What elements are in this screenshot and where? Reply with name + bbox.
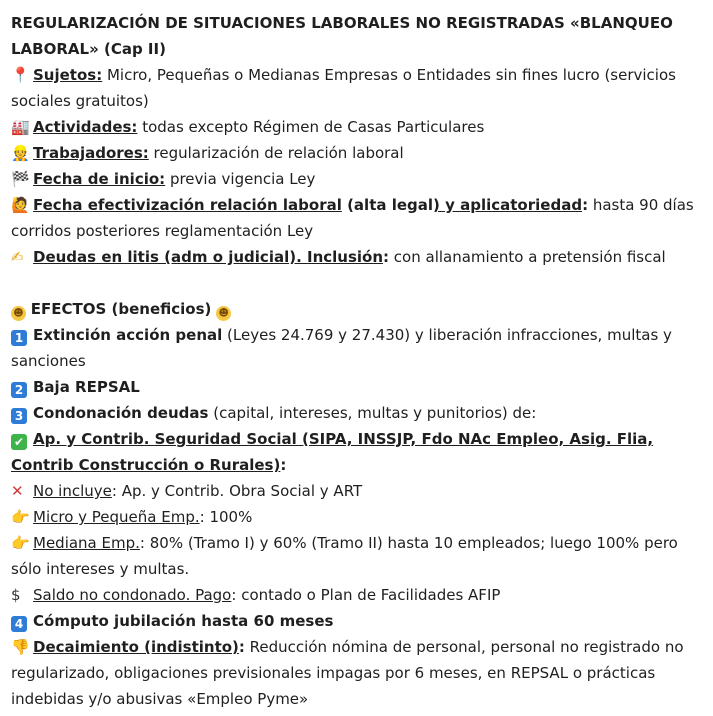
no-incluye-text: : Ap. y Contrib. Obra Social y ART: [111, 482, 363, 500]
worker-icon: 👷: [11, 144, 30, 162]
efectivizacion-label2: ) y aplicatoriedad: [433, 196, 583, 214]
no-incluye-line: [11, 478, 705, 504]
keycap-four-icon: 4: [11, 616, 27, 632]
no-incluye-label: No incluye: [33, 482, 112, 500]
mediana-text: : 80% (Tramo I) y 60% (Tramo II) hasta 10 empleados; luego 100% pero sólo intereses y multas.: [11, 534, 678, 578]
fecha-inicio-label: Fecha de inicio:: [33, 170, 166, 188]
efectivizacion-label: Fecha efectivización relación laboral: [33, 196, 342, 214]
decaimiento-text: Reducción nómina de personal, personal no registrado no regularizado, obligaciones previsionales impagas por 6 meses, en REPSAL o prácticas indebidas y/o abusivas «Empleo Pyme»: [11, 638, 684, 708]
efecto-3-text: (capital, intereses, multas y punitorios) de:: [208, 404, 537, 422]
efecto-2-line: [11, 374, 705, 400]
efecto-2-label: Baja REPSAL: [33, 378, 140, 396]
decaimiento-colon: :: [238, 638, 245, 656]
actividades-label: Actividades:: [33, 118, 138, 136]
efectos-heading: EFECTOS (beneficios): [30, 300, 212, 318]
micro-label: Micro y Pequeña Emp.: [33, 508, 200, 526]
pointing-hand-icon: 👉: [11, 534, 30, 552]
decaimiento-line: [11, 634, 705, 712]
efectivizacion-mid: (alta legal: [341, 196, 434, 214]
raising-hand-icon: 🙋: [11, 196, 30, 214]
trabajadores-label: Trabajadores:: [33, 144, 149, 162]
trabajadores-text: regularización de relación laboral: [148, 144, 404, 162]
actividades-text: todas excepto Régimen de Casas Particulares: [137, 118, 485, 136]
efecto-1-line: [11, 322, 705, 374]
deudas-label: Deudas en litis (adm o judicial). Inclusión: [33, 248, 384, 266]
saldo-line: [11, 582, 705, 608]
deudas-line: [11, 244, 705, 270]
efectivizacion-text: hasta 90 días corridos posteriores reglamentación Ley: [11, 196, 694, 240]
keycap-three-icon: 3: [11, 408, 27, 424]
sujetos-label: Sujetos:: [33, 66, 103, 84]
saldo-label: Saldo no condonado. Pago: [33, 586, 232, 604]
smiley-icon: ☻: [216, 306, 231, 321]
efecto-3-label: Condonación deudas: [33, 404, 209, 422]
deudas-colon: :: [383, 248, 390, 266]
saldo-text: : contado o Plan de Facilidades AFIP: [231, 586, 501, 604]
pushpin-icon: 📍: [11, 66, 30, 84]
trabajadores-line: [11, 140, 705, 166]
micro-text: : 100%: [199, 508, 253, 526]
deudas-text: con allanamiento a pretensión fiscal: [389, 248, 666, 266]
decaimiento-label: Decaimiento (indistinto): [33, 638, 239, 656]
factory-icon: 🏭: [11, 118, 30, 136]
check-mark-icon: ✔: [11, 434, 27, 450]
spacer: [11, 270, 705, 296]
efectivizacion-colon: :: [582, 196, 589, 214]
document-title: REGULARIZACIÓN DE SITUACIONES LABORALES NO REGISTRADAS «BLANQUEO LABORAL» (Cap II): [11, 14, 673, 58]
keycap-one-icon: 1: [11, 330, 27, 346]
efectivizacion-line: [11, 192, 705, 244]
efecto-4-label: Cómputo jubilación hasta 60 meses: [33, 612, 334, 630]
ap-contrib-label: Ap. y Contrib. Seguridad Social (SIPA, INSSJP, Fdo NAc Empleo, Asig. Flia, Contrib Construcción o Rurales): [11, 430, 654, 474]
efecto-3-line: [11, 400, 705, 426]
keycap-two-icon: 2: [11, 382, 27, 398]
efecto-1-text: (Leyes 24.769 y 27.430) y liberación infracciones, multas y sanciones: [11, 326, 672, 370]
thumbs-down-icon: 👎: [11, 638, 30, 656]
dollar-icon: $: [11, 586, 21, 604]
ap-contrib-colon: :: [280, 456, 287, 474]
checkered-flag-icon: 🏁: [11, 170, 30, 188]
actividades-line: [11, 114, 705, 140]
fecha-inicio-text: previa vigencia Ley: [165, 170, 316, 188]
efecto-4-line: [11, 608, 705, 634]
smiley-icon: ☻: [11, 306, 26, 321]
sujetos-line: [11, 62, 705, 114]
fecha-inicio-line: [11, 166, 705, 192]
mediana-label: Mediana Emp.: [33, 534, 140, 552]
micro-line: [11, 504, 705, 530]
sujetos-text: Micro, Pequeñas o Medianas Empresas o Entidades sin fines lucro (servicios sociales gratuitos): [11, 66, 676, 110]
writing-hand-icon: ✍: [11, 248, 24, 266]
cross-mark-icon: ✕: [11, 482, 24, 500]
efectos-heading-line: [11, 296, 705, 322]
ap-contrib-line: [11, 426, 705, 478]
efecto-1-label: Extinción acción penal: [33, 326, 223, 344]
pointing-hand-icon: 👉: [11, 508, 30, 526]
mediana-line: [11, 530, 705, 582]
